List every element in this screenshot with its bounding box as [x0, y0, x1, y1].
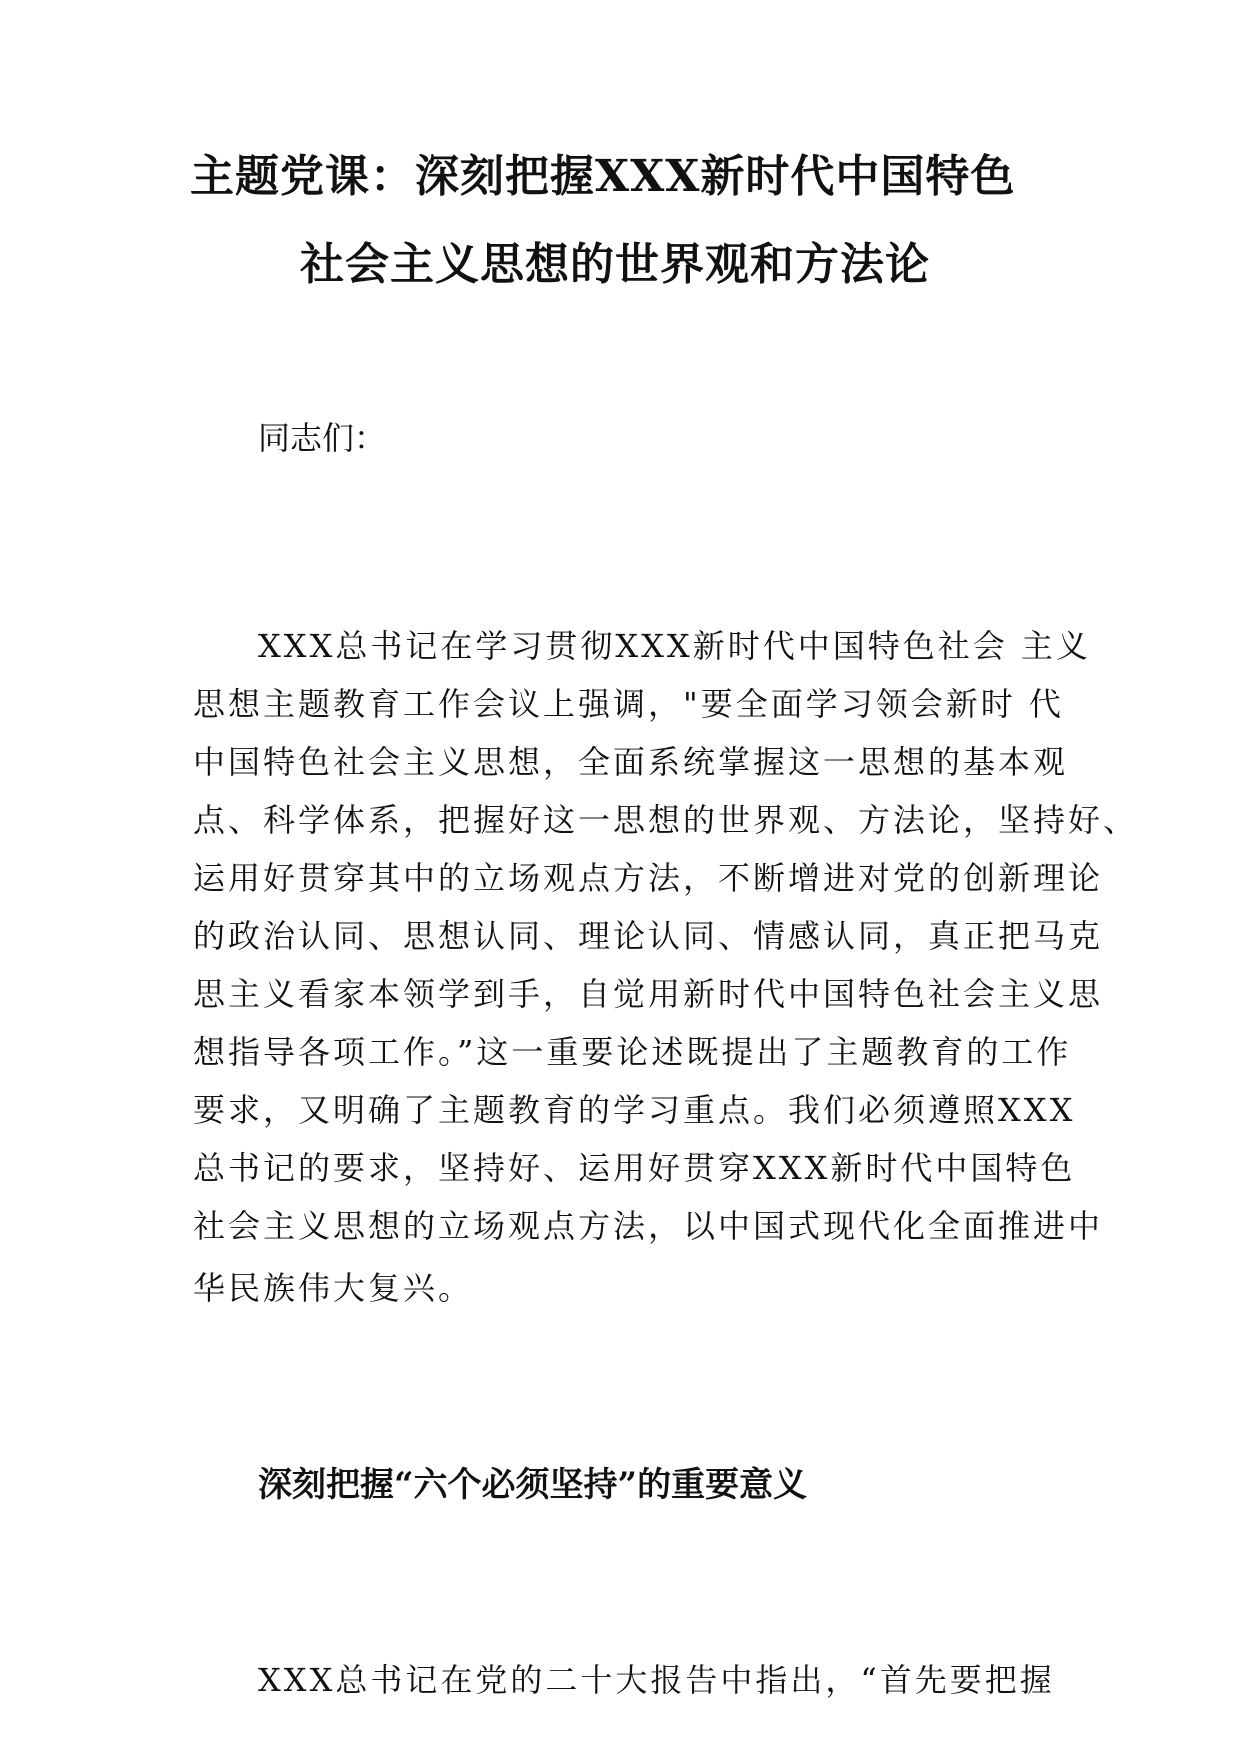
- body-paragraph-2-first-line: XXX总书记在党的二十大报告中指出，“首先要把握: [258, 1661, 1055, 1699]
- paragraph-line: 华民族伟大复兴。: [193, 1269, 474, 1307]
- paragraph-line: 社会主义思想的立场观点方法，以中国式现代化全面推进中: [193, 1207, 1104, 1245]
- salutation: 同志们：: [258, 419, 387, 457]
- paragraph-line: XXX总书记在学习贯彻XXX新时代中国特色社会 主义: [258, 627, 1091, 665]
- section-heading: 深刻把握“六个必须坚持”的重要意义: [258, 1465, 808, 1505]
- paragraph-line: 思主义看家本领学到手，自觉用新时代中国特色社会主义思: [193, 975, 1104, 1013]
- paragraph-line: 总书记的要求，坚持好、运用好贯穿XXX新时代中国特色: [193, 1149, 1076, 1187]
- paragraph-line: 中国特色社会主义思想，全面系统掌握这一思想的基本观: [193, 743, 1069, 781]
- paragraph-line: 运用好贯穿其中的立场观点方法，不断增进对党的创新理论: [193, 859, 1104, 897]
- paragraph-line: 的政治认同、思想认同、理论认同、情感认同，真正把马克: [193, 917, 1104, 955]
- document-title-line-1: 主题党课：深刻把握XXX新时代中国特色: [190, 151, 1016, 202]
- paragraph-line: 想指导各项工作。”这一重要论述既提出了主题教育的工作: [193, 1033, 1072, 1071]
- paragraph-line: 要求，又明确了主题教育的学习重点。我们必须遵照XXX: [193, 1091, 1076, 1129]
- paragraph-line: 思想主题教育工作会议上强调，"要全面学习领会新时 代: [193, 685, 1064, 723]
- document-title-line-2: 社会主义思想的世界观和方法论: [300, 239, 930, 290]
- paragraph-line: 点、科学体系，把握好这一思想的世界观、方法论，坚持好、: [193, 801, 1139, 839]
